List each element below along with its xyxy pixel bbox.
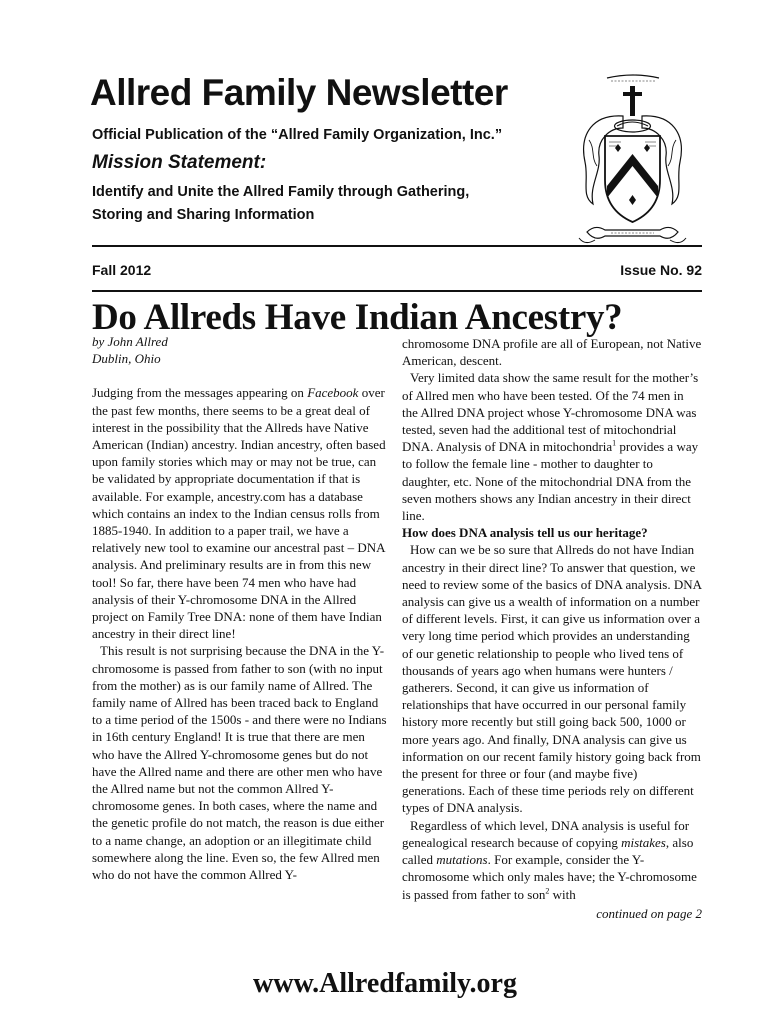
article-paragraph-6: Regardless of which level, DNA analysis is useful for genealogical research because of copying mistakes, also called mutations. For example, consider the Y-chromosome which only males have; the Y-chromosome is passed from father to son$^2$ with bbox=[402, 817, 697, 902]
article-byline: by John Allred bbox=[92, 334, 168, 349]
mission-heading: Mission Statement: bbox=[92, 152, 267, 173]
article-paragraph-5: How can we be so sure that Allreds do not have Indian ancestry in their direct line? To answer that question, we need to review some of the basics of DNA analysis. DNA analysis can give us a wealth of information on a number of different levels. First, it can give us information over a very long time period which provides an understanding of our genetic relationship to people who lived tens of thousands of years ago when humans were hunters / gatherers. Second, it can give us information of relationships that have occurred in our personal family history more recently but still going back 500, 1000 or more years ago. And finally, DNA analysis can give us information on our recent family history going back from the present for three or four (and maybe five) generations. Each of these time periods rely on different types of DNA analysis. bbox=[402, 542, 702, 816]
article-subhead: How does DNA analysis tell us our heritage? bbox=[402, 525, 648, 541]
header-rule-top bbox=[92, 245, 702, 247]
article-location: Dublin, Ohio bbox=[92, 351, 161, 367]
header-rule-bottom bbox=[92, 290, 702, 292]
facebook-mention: Facebook bbox=[307, 385, 359, 401]
article-paragraph-2: This result is not surprising because the DNA in the Y-chromosome is passed from father to son (with no input from the mother) as is our family name of Allred. The family name of Allred has been traced back to England to a time period of the 1500s - and there were no Indians in 16th century England! It is true that there are men who have the Allred Y-chromosome genes but do not have the Allred name and there are other men who have the Allred name but not the common Allred Y-chromosome genes. In both cases, where the name and the genetic profile do not match, the reason is due either to a name change, an adoption or an illegitimate child somewhere along the line. Even so, the few Allred men who do not have the common Allred Y- bbox=[92, 643, 387, 883]
issue-number: Issue No. 92 bbox=[620, 262, 702, 278]
official-publication-line: Official Publication of the “Allred Family Organization, Inc.” bbox=[92, 127, 503, 143]
family-crest-icon bbox=[565, 70, 700, 252]
issue-date: Fall 2012 bbox=[92, 262, 152, 278]
newsletter-title: Allred Family Newsletter bbox=[90, 72, 508, 113]
mission-statement bbox=[92, 181, 532, 227]
article-headline: Do Allreds Have Indian Ancestry? bbox=[92, 297, 623, 338]
continued-note: continued on page 2 bbox=[596, 905, 702, 921]
footnote-ref-1: 1 bbox=[612, 438, 617, 448]
article-column-right bbox=[402, 335, 702, 922]
mission-line-1: Identify and Unite the Allred Family through Gathering, bbox=[92, 184, 470, 200]
mission-line-2: Storing and Sharing Information bbox=[92, 207, 315, 223]
footnote-ref-2: 2 bbox=[545, 886, 550, 896]
article-column-left bbox=[92, 333, 388, 883]
website-url[interactable]: www.Allredfamily.org bbox=[253, 968, 517, 999]
article-paragraph-4: Very limited data show the same result for the mother’s of Allred men who have been tested. Of the 74 men in the Allred DNA project whose Y-chromosome DNA was tested, seven had the additional test of mitochondrial DNA. Analysis of DNA in mitochondria$^1$ provides a way to follow the female line - mother to daughter to daughter, etc. None of the mitochondrial DNA from the seven mothers shows any Indian ancestry in their direct line. bbox=[402, 370, 699, 524]
article-paragraph-1: Judging from the messages appearing on Facebook over the past few months, there seems to be a great deal of interest in the possibility that the Allreds have Native American (Indian) ancestry. Indian ancestry, often based upon family stories which may or may not be true, can be validated by appropriate documentation if that is available. For example, ancestry.com has a database which contains an index to the Indian census rolls from 1885-1940. In addition to a paper trail, we have a relatively new tool to examine our ancestral past – DNA analysis. And preliminary results are in from this new tool! So far, there have been 74 men who have had analysis of their Y-chromosome DNA in the Allred project on Family Tree DNA: none of them have Indian ancestry in their direct line! bbox=[92, 385, 386, 642]
article-paragraph-3: chromosome DNA profile are all of European, not Native American, descent. bbox=[402, 336, 702, 369]
